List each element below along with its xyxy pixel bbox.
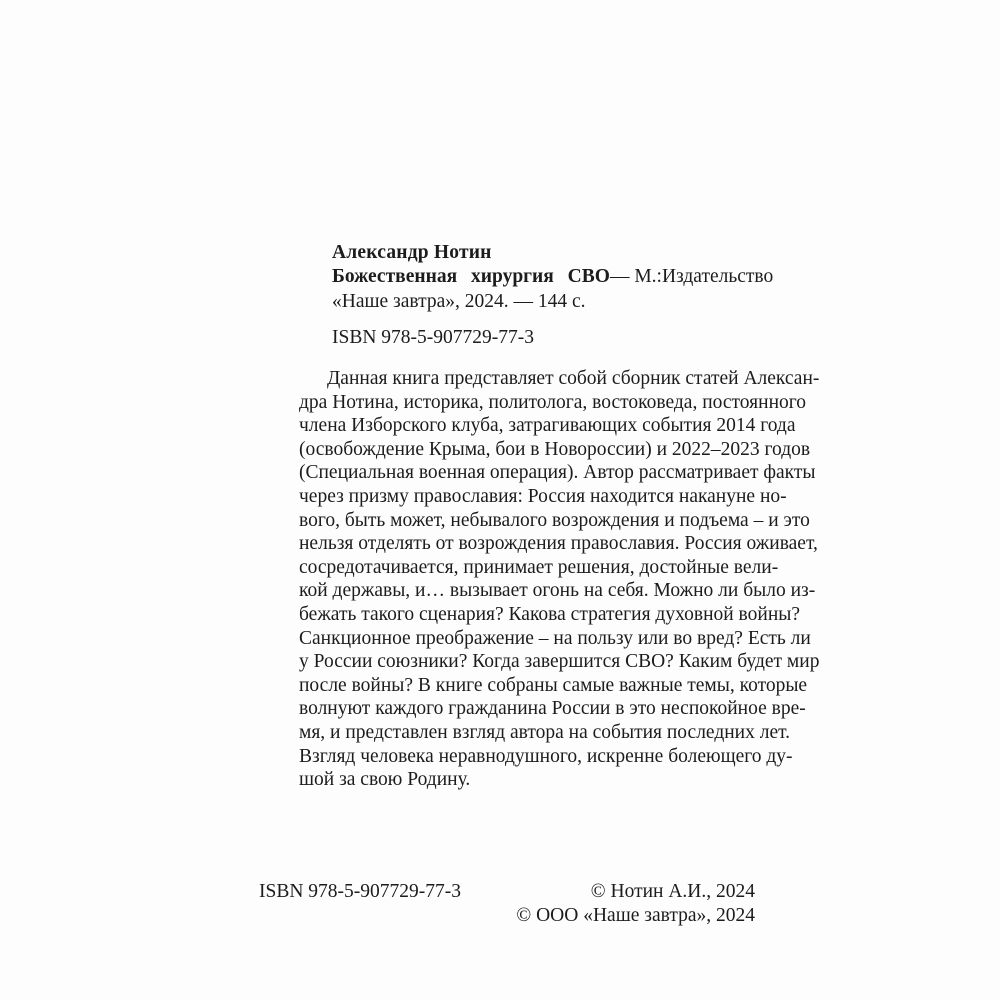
abstract-line: (освобождение Крыма, бои в Новороссии) и 2022–2023 годов — [299, 438, 811, 460]
abstract-line: сосредотачивается, принимает решения, достойные вели- — [299, 556, 779, 578]
abstract-line: дра Нотина, историка, политолога, востоковеда, постоянного — [299, 391, 807, 413]
publisher-details: «Наше завтра», 2024. — 144 с. — [332, 291, 586, 312]
publication-place: — М.: — [609, 266, 662, 287]
abstract-line: шой за свою Родину. — [299, 769, 471, 791]
abstract-line: через призму православия: Россия находится накануне но- — [299, 485, 787, 507]
abstract-line: члена Изборского клуба, затрагивающих события 2014 года — [299, 415, 796, 437]
abstract-line: Взгляд человека неравнодушного, искренне болеющего ду- — [299, 745, 793, 767]
abstract-line: нельзя отделять от возрождения православия. Россия оживает, — [299, 533, 818, 555]
book-abstract — [299, 367, 820, 792]
abstract-line: волнуют каждого гражданина России в это неспокойное вре- — [299, 698, 806, 720]
book-title: Божественная хирургия СВО — [332, 266, 610, 287]
bibliographic-title-line — [332, 266, 774, 287]
abstract-line: мя, и представлен взгляд автора на события последних лет. — [299, 721, 791, 743]
abstract-line: бежать такого сценария? Какова стратегия духовной войны? — [299, 603, 801, 625]
publisher-label: Издательство — [661, 266, 774, 287]
isbn-top: ISBN 978-5-907729-77-3 — [332, 327, 535, 348]
abstract-line: у России союзники? Когда завершится СВО? Каким будет мир — [299, 651, 820, 673]
abstract-line: Данная книга представляет собой сборник статей Алексан- — [327, 368, 820, 389]
abstract-line: кой державы, и… вызывает огонь на себя. Можно ли было из- — [299, 580, 816, 602]
copyright-publisher: © ООО «Наше завтра», 2024 — [516, 905, 755, 926]
copyright-author: © Нотин А.И., 2024 — [590, 881, 755, 902]
abstract-line: (Специальная военная операция). Автор рассматривает факты — [299, 462, 816, 484]
abstract-line: вого, быть может, небывалого возрождения и подъема – и это — [299, 509, 810, 531]
abstract-line: после войны? В книге собраны самые важные темы, которые — [299, 674, 808, 696]
isbn-bottom: ISBN 978-5-907729-77-3 — [259, 881, 462, 902]
author-name: Александр Нотин — [332, 242, 492, 263]
abstract-line: Санкционное преображение – на пользу или во вред? Есть ли — [299, 627, 811, 649]
